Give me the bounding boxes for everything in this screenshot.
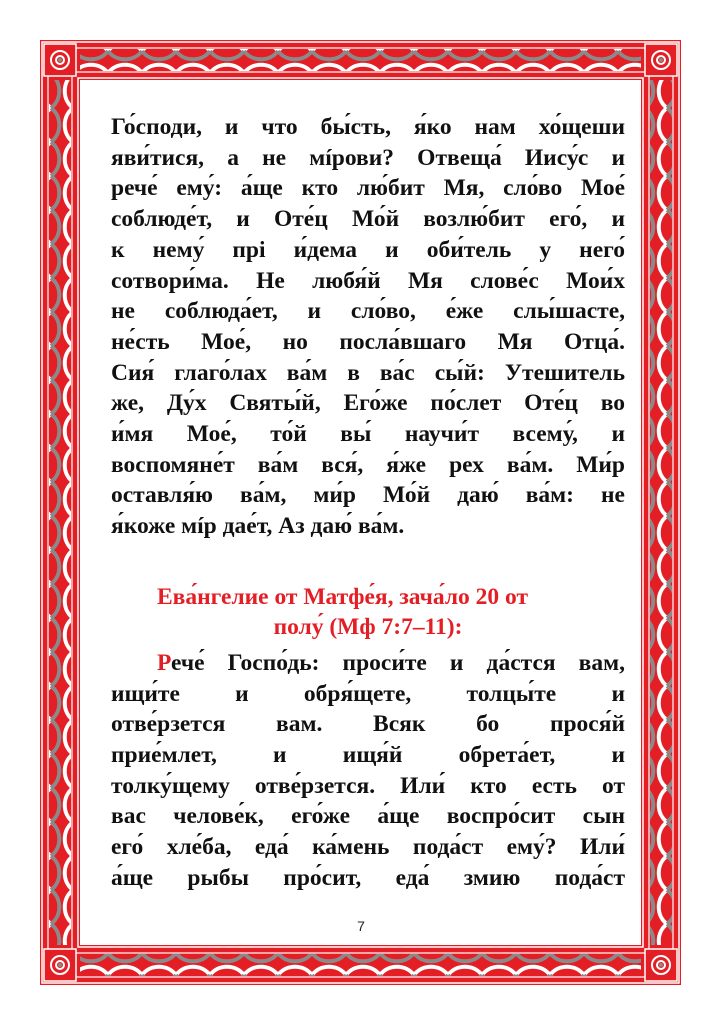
text-line: вас челове́к, его́же а́ще воспро́сит сын (111, 803, 625, 830)
reading-heading-line-1: Ева́нгелие от Матфе́я, зача́ло 20 от (157, 583, 528, 610)
text-line: не́сть Мое́, но посла́вшаго Мя Отца́. (111, 328, 625, 355)
page-number: 7 (357, 918, 365, 934)
drop-cap: Р (157, 649, 172, 676)
text-line: яви́тися, а не мíрови? Отвеща́ Иису́с и (111, 144, 625, 171)
text-line: а́ще рыбы про́сит, еда́ змию пода́ст (111, 864, 625, 891)
text-line: воспомяне́т ва́м вся́, я́же рех ва́м. Ми́р (111, 451, 625, 478)
text-line: прие́млет, и ищя́й обрета́ет, и (111, 741, 625, 768)
first-line-text: ече́ Госпо́дь: проси́те и да́стся вам, (171, 649, 625, 676)
page-body (111, 112, 625, 893)
reading-heading-line-2: полу́ (Мф 7:7–11): (273, 613, 463, 640)
text-line: Го́споди, и что бы́сть, я́ко нам хо́щеши (111, 114, 625, 140)
text-line: оставля́ю ва́м, ми́р Мо́й даю́ ва́м: не (111, 482, 625, 509)
text-line: же, Ду́х Святы́й, Его́же по́слет Оте́ц во (111, 390, 625, 417)
text-line: соблюде́т, и Оте́ц Мо́й возлю́бит его́, и (111, 206, 625, 233)
reading-heading (111, 582, 625, 642)
text-line: его́ хле́ба, еда́ ка́мень пода́ст ему́? Или́ (111, 834, 625, 861)
gospel-passage-matthew (111, 648, 625, 894)
text-line: сотвори́ма. Не любя́й Мя слове́с Мои́х (111, 267, 625, 294)
text-line: рече́ ему́: а́ще кто лю́бит Мя, сло́во Мое́ (111, 175, 625, 202)
gospel-passage-john (111, 112, 625, 542)
text-line: толку́щему отве́рзется. Или́ кто есть от (111, 772, 625, 799)
text-line: и́мя Мое́, то́й вы́ научи́т всему́, и (111, 421, 625, 448)
text-line: не соблюда́ет, и сло́во, е́же слы́шасте, (111, 298, 625, 325)
text-line: ищи́те и обря́щете, толцы́те и (111, 680, 625, 707)
text-line: Сия́ глаго́лах ва́м в ва́с сы́й: Утешитель (111, 359, 625, 386)
text-line: отве́рзется вам. Всяк бо прося́й (111, 711, 625, 738)
text-line: к нему́ прі и́дема и оби́тель у него́ (111, 236, 625, 263)
text-line: я́коже мíр дае́т, Аз даю́ ва́м. (111, 513, 405, 540)
text-line-first (111, 648, 625, 679)
